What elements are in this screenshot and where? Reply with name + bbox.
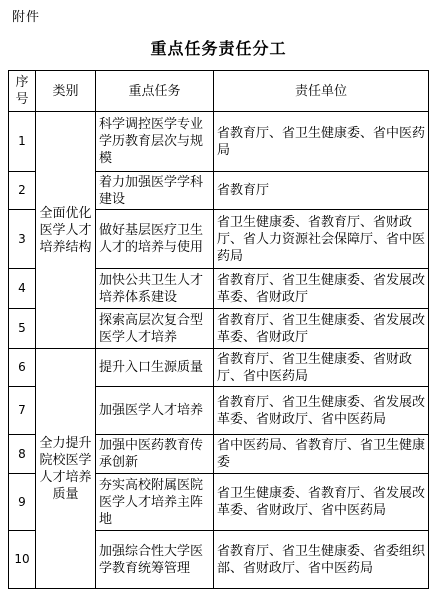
unit-cell: 省教育厅 xyxy=(214,172,429,210)
table-row xyxy=(9,112,429,172)
task-cell: 探索高层次复合型医学人才培养 xyxy=(96,309,214,349)
row-number: 10 xyxy=(9,531,36,589)
task-cell: 做好基层医疗卫生人才的培养与使用 xyxy=(96,210,214,269)
task-cell: 科学调控医学专业学历教育层次与规模 xyxy=(96,112,214,172)
unit-cell: 省中医药局、省教育厅、省卫生健康委 xyxy=(214,435,429,474)
task-cell: 着力加强医学学科建设 xyxy=(96,172,214,210)
unit-cell: 省教育厅、省卫生健康委、省发展改革委、省财政厅、省中医药局 xyxy=(214,387,429,435)
task-cell: 加强医学人才培养 xyxy=(96,387,214,435)
category-cell: 全力提升院校医学人才培养质量 xyxy=(36,349,96,589)
row-number: 3 xyxy=(9,210,36,269)
unit-cell: 省教育厅、省卫生健康委、省发展改革委、省财政厅 xyxy=(214,309,429,349)
document-title: 重点任务责任分工 xyxy=(150,39,287,58)
header-unit: 责任单位 xyxy=(214,71,429,112)
task-cell: 加快公共卫生人才培养体系建设 xyxy=(96,269,214,309)
row-number: 6 xyxy=(9,349,36,387)
unit-cell: 省教育厅、省卫生健康委、省财政厅、省中医药局 xyxy=(214,349,429,387)
unit-cell: 省卫生健康委、省教育厅、省发展改革委、省财政厅、省中医药局 xyxy=(214,474,429,531)
task-cell: 加强中医药教育传承创新 xyxy=(96,435,214,474)
category-cell: 全面优化医学人才培养结构 xyxy=(36,112,96,349)
table-header-row xyxy=(9,71,429,112)
row-number: 9 xyxy=(9,474,36,531)
header-category: 类别 xyxy=(36,71,96,112)
task-cell: 夯实高校附属医院医学人才培养主阵地 xyxy=(96,474,214,531)
attachment-label: 附件 xyxy=(12,10,41,25)
row-number: 5 xyxy=(9,309,36,349)
row-number: 7 xyxy=(9,387,36,435)
unit-cell: 省教育厅、省卫生健康委、省委组织部、省财政厅、省中医药局 xyxy=(214,531,429,589)
task-cell: 加强综合性大学医学教育统筹管理 xyxy=(96,531,214,589)
responsibility-table xyxy=(8,70,429,589)
unit-cell: 省教育厅、省卫生健康委、省中医药局 xyxy=(214,112,429,172)
header-number: 序号 xyxy=(9,71,36,112)
row-number: 8 xyxy=(9,435,36,474)
unit-cell: 省卫生健康委、省教育厅、省财政厅、省人力资源社会保障厅、省中医药局 xyxy=(214,210,429,269)
task-cell: 提升入口生源质量 xyxy=(96,349,214,387)
row-number: 2 xyxy=(9,172,36,210)
header-task: 重点任务 xyxy=(96,71,214,112)
table-row xyxy=(9,349,429,387)
unit-cell: 省教育厅、省卫生健康委、省发展改革委、省财政厅 xyxy=(214,269,429,309)
row-number: 1 xyxy=(9,112,36,172)
row-number: 4 xyxy=(9,269,36,309)
